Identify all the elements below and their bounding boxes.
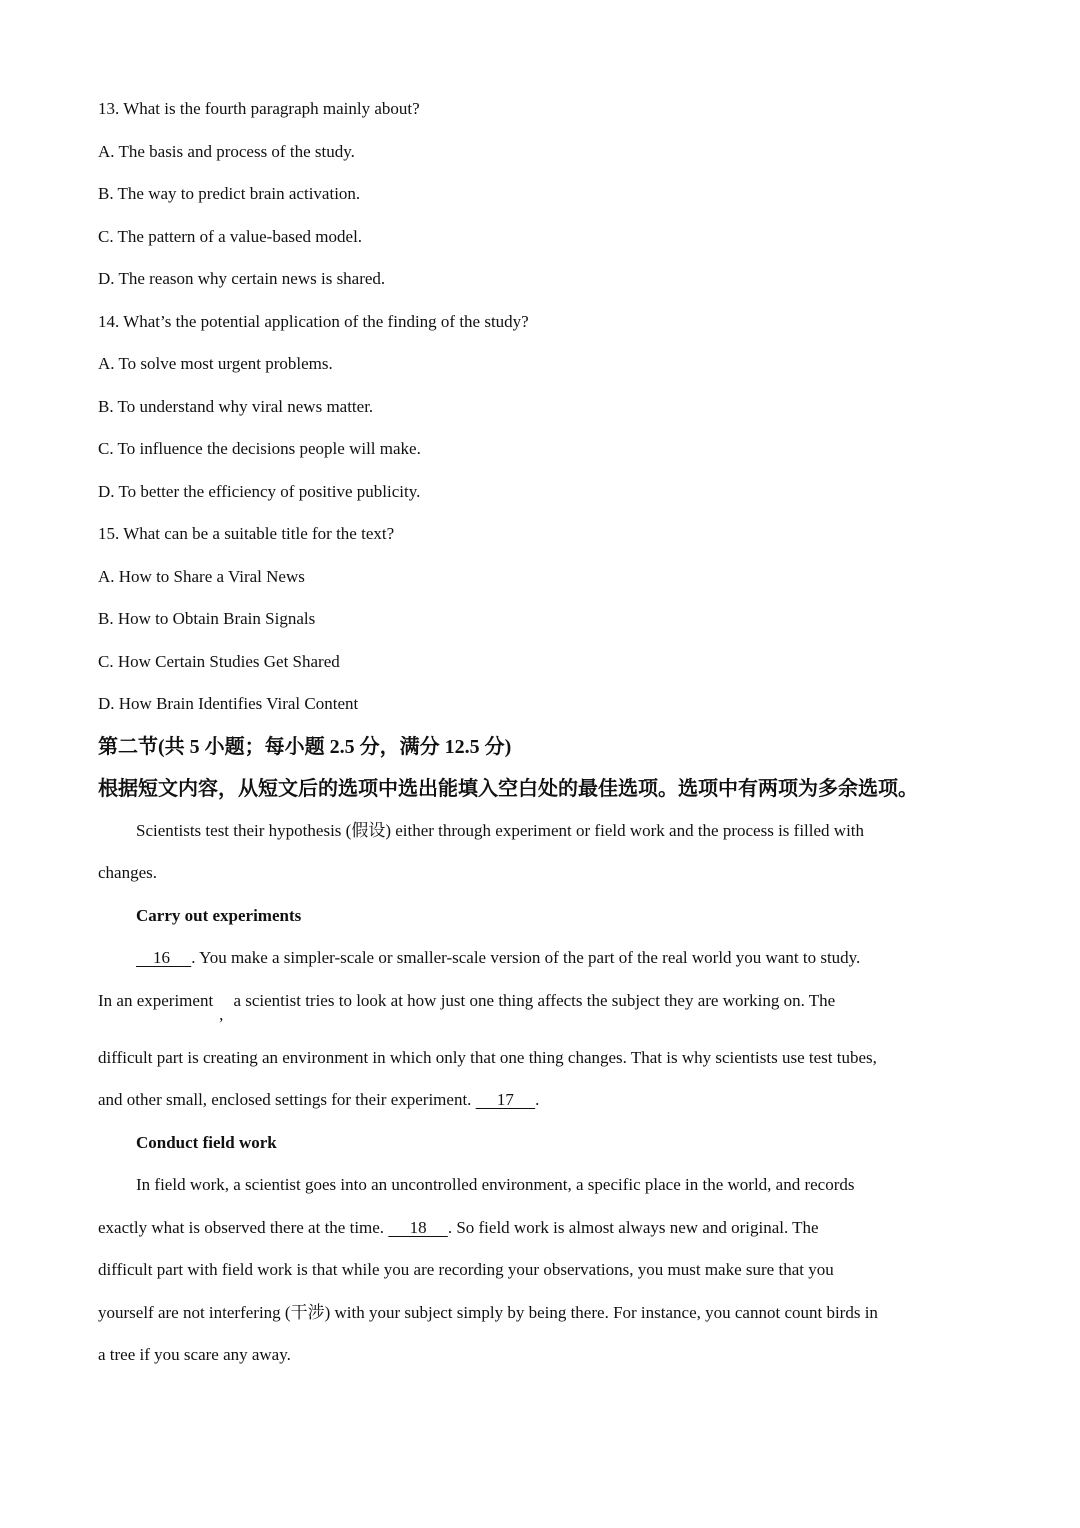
field-work-line-3: difficult part with field work is that while you are recording your observations, you must make sure that you	[98, 1260, 834, 1279]
q13-option-d: D. The reason why certain news is shared.	[98, 269, 386, 288]
paragraph-field-work	[98, 1164, 988, 1377]
q13-option-c: C. The pattern of a value-based model.	[98, 226, 363, 246]
q15-option-a: A. How to Share a Viral News	[98, 566, 305, 586]
experiments-line-2: In an experiment, a scientist tries to look at how just one thing affects the subject they are working on. The	[98, 980, 988, 1037]
question-14-stem: 14. What’s the potential application of the finding of the study?	[98, 311, 529, 331]
field-work-line-5: a tree if you scare any away.	[98, 1345, 291, 1364]
experiments-line-4: and other small, enclosed settings for their experiment. 17 .	[98, 1090, 540, 1109]
heading-conduct-field-work: Conduct field work	[136, 1132, 277, 1152]
section-2-title: 第二节(共 5 小题；每小题 2.5 分，满分 12.5 分)	[98, 735, 512, 758]
question-15-stem: 15. What can be a suitable title for the text?	[98, 524, 395, 543]
field-work-line-4: yourself are not interfering (干涉) with your subject simply by being there. For instance, you cannot count birds in	[98, 1302, 878, 1322]
q13-option-a: A. The basis and process of the study.	[98, 141, 355, 161]
q14-option-d: D. To better the efficiency of positive publicity.	[98, 481, 421, 501]
q14-option-c: C. To influence the decisions people will make.	[98, 439, 421, 458]
stray-comma: ,	[219, 1004, 224, 1024]
paragraph-experiments	[98, 937, 988, 1122]
q15-option-b: B. How to Obtain Brain Signals	[98, 609, 316, 628]
passage-intro	[98, 810, 988, 895]
q15-option-c: C. How Certain Studies Get Shared	[98, 651, 340, 671]
passage-intro-line-2: changes.	[98, 863, 158, 882]
blank-17: 17	[475, 1090, 536, 1109]
document-page	[98, 88, 988, 1377]
field-work-line-2: exactly what is observed there at the time. 18 . So field work is almost always new and original. The	[98, 1217, 819, 1237]
q14-option-a: A. To solve most urgent problems.	[98, 354, 333, 373]
experiments-line-3: difficult part is creating an environment in which only that one thing changes. That is why scientists use test tubes,	[98, 1047, 877, 1067]
question-13-stem: 13. What is the fourth paragraph mainly about?	[98, 99, 420, 118]
heading-carry-out-experiments: Carry out experiments	[136, 905, 302, 925]
q14-option-b: B. To understand why viral news matter.	[98, 396, 374, 416]
section-2-instruction: 根据短文内容，从短文后的选项中选出能填入空白处的最佳选项。选项中有两项为多余选项。	[98, 777, 918, 800]
q15-option-d: D. How Brain Identifies Viral Content	[98, 694, 359, 713]
passage-intro-line-1: Scientists test their hypothesis (假设) either through experiment or field work and the process is filled with	[136, 820, 865, 840]
experiments-line-1: . You make a simpler-scale or smaller-scale version of the part of the real world you want to study.	[191, 948, 861, 967]
blank-18: 18	[388, 1217, 448, 1237]
blank-16: 16	[136, 948, 192, 967]
q13-option-b: B. The way to predict brain activation.	[98, 184, 361, 203]
field-work-line-1: In field work, a scientist goes into an uncontrolled environment, a specific place in the world, and records	[136, 1175, 855, 1194]
